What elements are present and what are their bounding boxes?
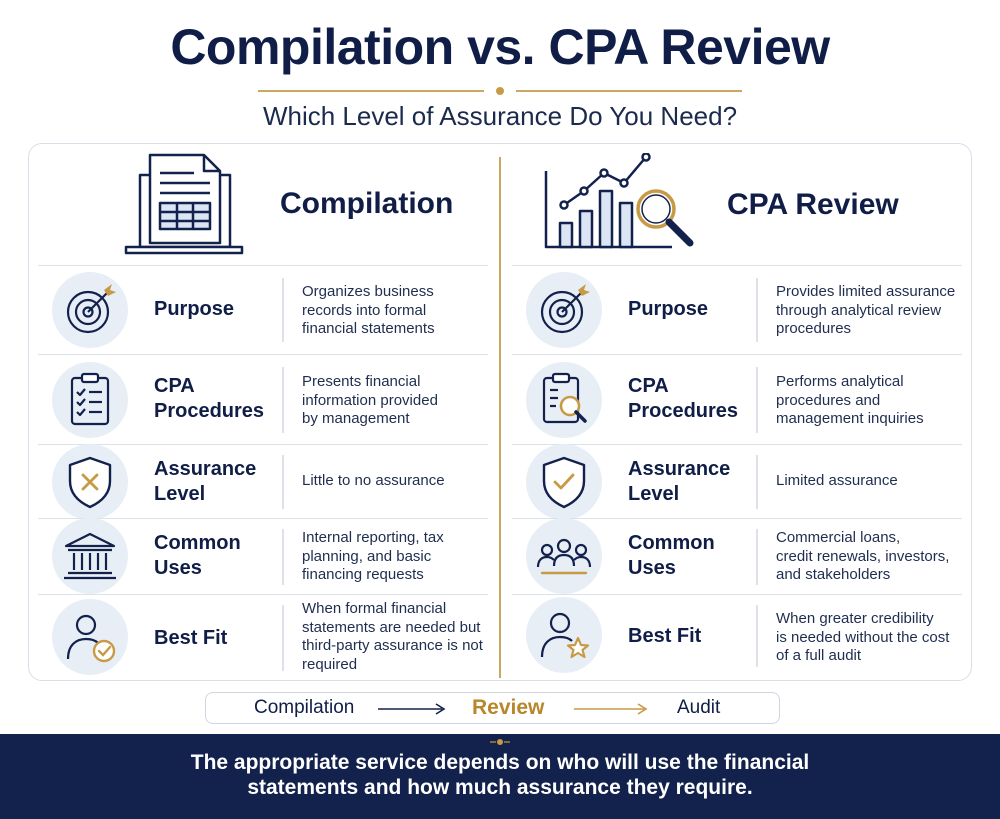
cpa-review-title: CPA Review [727,188,899,221]
compilation-row-uses [38,518,488,594]
footer-banner [0,734,1000,819]
compilation-header [38,143,488,265]
row-label: Common Uses [628,532,715,579]
target-icon [534,280,594,340]
row-label: Assurance Level [154,458,257,505]
cpa-review-header [512,143,962,265]
compilation-row-assurance [38,444,488,518]
row-label: CPA Procedures [154,375,265,422]
compilation-row-best-fit [38,594,488,679]
people-group-icon [534,526,594,586]
review-row-purpose [512,265,962,354]
row-label: Best Fit [628,625,702,647]
row-description: Organizes business records into formal financial statements [302,283,435,337]
footer-text: The appropriate service depends on who will use the financial statements and how much assurance they require. [190,751,810,799]
review-row-best-fit [512,594,962,674]
row-label: Best Fit [154,627,228,649]
review-row-uses [512,518,962,594]
flow-step-audit: Audit [677,697,721,718]
review-row-assurance [512,444,962,518]
row-description: Internal reporting, tax planning, and basic financing requests [302,529,444,583]
arrow-right-icon [574,703,650,715]
row-description: Little to no assurance [302,472,445,489]
title-ornament [258,87,742,95]
row-description: When formal financial statements are needed but third-party assurance is not required [302,600,483,673]
row-label: CPA Procedures [628,375,739,422]
flow-step-review: Review [472,696,545,719]
compilation-title: Compilation [280,187,454,220]
checklist-icon [60,370,120,430]
column-divider [499,157,501,678]
compilation-row-procedures [38,354,488,444]
chart-magnifier-icon [542,153,707,253]
row-description: When greater credibility is needed without the cost of a full audit [776,610,950,664]
footer-ornament [490,738,510,746]
user-star-icon [534,605,594,665]
row-label: Assurance Level [628,458,731,505]
row-label: Purpose [628,298,709,320]
page-subtitle: Which Level of Assurance Do You Need? [262,101,738,131]
shield-x-icon [60,452,120,512]
document-table-icon [124,151,244,257]
target-icon [60,280,120,340]
flow-step-compilation: Compilation [254,697,355,718]
page-title: Compilation vs. CPA Review [170,19,830,75]
arrow-right-icon [378,703,448,715]
row-description: Presents financial information provided by management [302,373,438,427]
bank-building-icon [60,526,120,586]
row-description: Limited assurance [776,472,898,489]
row-label: Common Uses [154,532,241,579]
row-label: Purpose [154,298,235,320]
row-description: Performs analytical procedures and management inquiries [776,373,924,427]
row-description: Commercial loans, credit renewals, investors, and stakeholders [776,529,950,583]
checklist-magnifier-icon [534,370,594,430]
user-check-icon [60,607,120,667]
compilation-row-purpose [38,265,488,354]
shield-check-icon [534,452,594,512]
assurance-spectrum [205,692,780,724]
row-description: Provides limited assurance through analytical review procedures [776,283,956,337]
review-row-procedures [512,354,962,444]
